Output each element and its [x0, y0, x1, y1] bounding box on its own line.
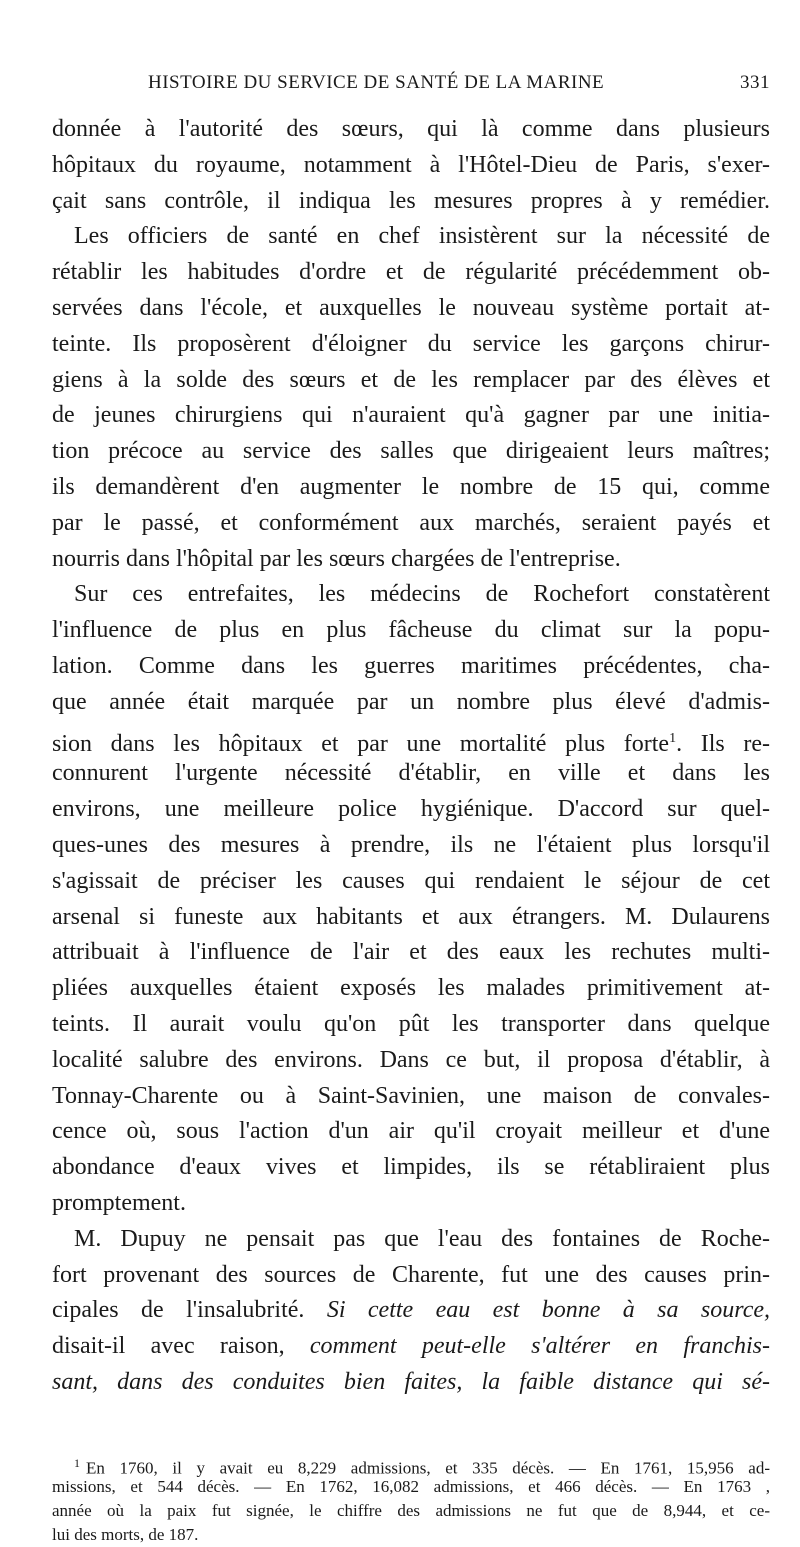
text-line: l'influence de plus en plus fâcheuse du climat sur la popu-: [52, 617, 770, 644]
text-line: ils demandèrent d'en augmenter le nombre de 15 qui, comme: [52, 473, 770, 500]
text-line: [52, 1293, 770, 1329]
text-line: par le passé, et conformément aux marchés, seraient payés et: [52, 509, 770, 536]
book-page: [52, 68, 770, 1547]
text-line: que année était marquée par un nombre plus élevé d'admis-: [52, 688, 770, 715]
text-line: Les officiers de santé en chef insistèrent sur la nécessité de: [74, 223, 770, 250]
footnotes: [52, 1451, 770, 1547]
text-line: promptement.: [52, 1189, 186, 1216]
footnote-line: missions, et 544 décès. — En 1762, 16,082 admissions, et 466 décès. — En 1763 ,: [52, 1476, 770, 1496]
text-line: tion précoce au service des salles que dirigeaient leurs maîtres;: [52, 438, 770, 465]
text-line: s'agissait de préciser les causes qui rendaient le séjour de cet: [52, 867, 770, 894]
text-line: servées dans l'école, et auxquelles le nouveau système portait at-: [52, 294, 770, 321]
text-line: Sur ces entrefaites, les médecins de Rochefort constatèrent: [74, 581, 770, 608]
text-line: Tonnay-Charente ou à Saint-Savinien, une maison de convales-: [52, 1082, 770, 1109]
text-fragment: . Ils re-: [676, 730, 770, 757]
text-line: [52, 721, 770, 757]
footnote-reference[interactable]: 1: [669, 730, 677, 746]
text-line: abondance d'eaux vives et limpides, ils se rétabliraient plus: [52, 1154, 770, 1181]
text-fragment: disait-il avec raison,: [52, 1333, 285, 1360]
running-head: [52, 68, 770, 102]
italic-fragment: sant, dans des conduites bien faites, la faible distance qui sé-: [52, 1368, 770, 1395]
text-line: attribuait à l'influence de l'air et des eaux les rechutes multi-: [52, 939, 770, 966]
text-fragment: cipales de l'insalubrité.: [52, 1297, 305, 1324]
text-line: environs, une meilleure police hygiénique. D'accord sur quel-: [52, 796, 770, 823]
body-text: [52, 112, 770, 1401]
text-line: arsenal si funeste aux habitants et aux étrangers. M. Dulaurens: [52, 903, 770, 930]
text-line: localité salubre des environs. Dans ce but, il proposa d'établir, à: [52, 1046, 770, 1073]
text-line: giens à la solde des sœurs et de les remplacer par des élèves et: [52, 366, 770, 393]
running-title: HISTOIRE DU SERVICE DE SANTÉ DE LA MARINE: [148, 72, 605, 93]
text-line: de jeunes chirurgiens qui n'auraient qu'à gagner par une initia-: [52, 402, 770, 429]
text-fragment: sion dans les hôpitaux et par une mortalité plus forte: [52, 730, 670, 757]
text-line: M. Dupuy ne pensait pas que l'eau des fontaines de Roche-: [74, 1225, 770, 1252]
text-line: rétablir les habitudes d'ordre et de régularité précédemment ob-: [52, 259, 770, 286]
text-line: teinte. Ils proposèrent d'éloigner du service les garçons chirur-: [52, 330, 770, 357]
footnote-line: [52, 1451, 770, 1478]
italic-fragment: comment peut-elle s'altérer en franchis-: [309, 1333, 770, 1360]
text-line: [52, 1329, 770, 1365]
text-line: donnée à l'autorité des sœurs, qui là comme dans plusieurs: [52, 116, 770, 142]
footnote-line: année où la paix fut signée, le chiffre des admissions ne fut que de 8,944, et ce-: [52, 1500, 770, 1520]
footnote-marker: 1: [74, 1455, 80, 1470]
text-line: [52, 1365, 770, 1401]
text-line: nourris dans l'hôpital par les sœurs chargées de l'entreprise.: [52, 545, 621, 572]
footnote-line: lui des morts, de 187.: [52, 1524, 199, 1544]
page-number: 331: [740, 72, 770, 93]
text-line: connurent l'urgente nécessité d'établir, en ville et dans les: [52, 760, 770, 787]
text-line: hôpitaux du royaume, notamment à l'Hôtel-Dieu de Paris, s'exer-: [52, 151, 770, 178]
text-line: cence où, sous l'action d'un air qu'il croyait meilleur et d'une: [52, 1118, 770, 1145]
text-line: ques-unes des mesures à prendre, ils ne l'étaient plus lorsqu'il: [52, 831, 770, 858]
text-line: teints. Il aurait voulu qu'on pût les transporter dans quelque: [52, 1010, 770, 1037]
text-line: fort provenant des sources de Charente, fut une des causes prin-: [52, 1261, 770, 1288]
text-line: pliées auxquelles étaient exposés les malades primitivement at-: [52, 975, 770, 1002]
text-line: lation. Comme dans les guerres maritimes précédentes, cha-: [52, 652, 770, 679]
italic-fragment: Si cette eau est bonne à sa source,: [326, 1297, 771, 1324]
footnote-text: En 1760, il y avait eu 8,229 admissions, et 335 décès. — En 1761, 15,956 ad-: [86, 1458, 770, 1478]
text-line: çait sans contrôle, il indiqua les mesures propres à y remédier.: [52, 187, 770, 214]
